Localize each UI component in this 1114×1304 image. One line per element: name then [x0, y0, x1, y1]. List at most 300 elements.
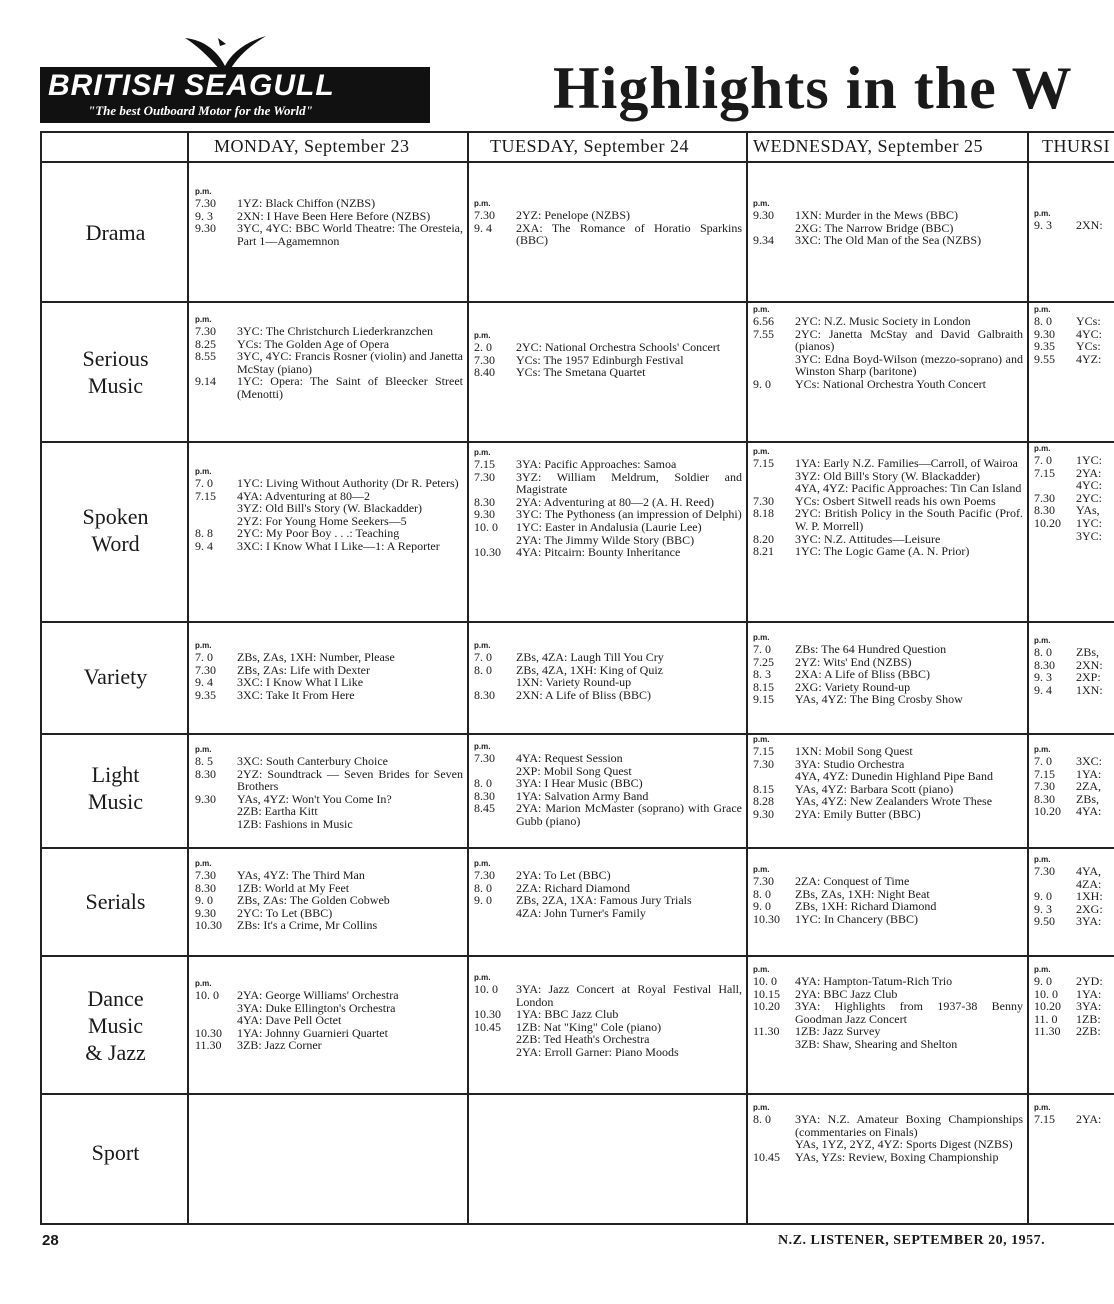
- pm-marker: p.m.: [474, 199, 491, 208]
- listing-description: 2YA: George Williams' Orchestra: [237, 988, 399, 1002]
- listing-time: 7.55: [753, 326, 774, 341]
- listing-entry: [753, 745, 1023, 758]
- listing-time: 8.30: [195, 766, 216, 781]
- listing-description: 4ZA: John Turner's Family: [516, 905, 646, 920]
- listing-entry: [753, 234, 1023, 247]
- listing-entry: [753, 482, 1023, 495]
- pm-marker: p.m.: [753, 633, 770, 642]
- category-serious-music: Serious Music: [82, 346, 149, 398]
- listing-description: ZBs, 4ZA, 1XH: King of Quiz: [516, 662, 663, 677]
- listing-entry: [195, 325, 463, 338]
- listing-time: 8. 0: [753, 886, 771, 901]
- listing-time: 10.45: [474, 1019, 501, 1034]
- listing-entry: [195, 676, 463, 689]
- listing-entry: [753, 378, 1023, 391]
- listing-entry: [1034, 517, 1114, 530]
- listing-time: [195, 1002, 237, 1015]
- british-seagull-logo: [40, 67, 430, 123]
- listing-description: 2XA: A Life of Bliss (BBC): [795, 667, 931, 682]
- cell-variety-thursday: [1034, 636, 1114, 696]
- listing-description: 2YZ: Wits' End (NZBS): [795, 654, 912, 669]
- category-dance-music-jazz: Dance Music & Jazz: [85, 986, 146, 1065]
- listing-entry: [195, 1039, 463, 1052]
- listing-entry: [753, 1038, 1023, 1051]
- listing-time: [195, 818, 237, 831]
- cell-serious-tuesday: [474, 331, 742, 379]
- listing-description: 3YC: The Pythoness (an impression of Delphi): [516, 507, 742, 522]
- listing-time: 7.15: [1034, 766, 1055, 781]
- listing-description: 2ZB:: [1076, 1024, 1101, 1038]
- listing-entry: [474, 907, 742, 920]
- listing-description: 3ZB: Shaw, Shearing and Shelton: [795, 1036, 958, 1051]
- listing-entry: [753, 975, 1023, 988]
- listing-entry: [195, 375, 463, 400]
- listing-description: 2ZB: Ted Heath's Orchestra: [516, 1032, 650, 1047]
- listing-description: 1YC: Living Without Authority (Dr R. Peters): [237, 476, 459, 490]
- listing-time: 10.30: [753, 911, 780, 926]
- listing-entry: [753, 457, 1023, 470]
- listing-time: [474, 907, 516, 920]
- listing-description: 2YC: National Orchestra Schools' Concert: [516, 340, 721, 354]
- listing-time: [753, 1038, 795, 1051]
- listing-description: 1XH:: [1076, 889, 1103, 904]
- listing-time: 10. 0: [474, 982, 498, 996]
- listing-description: 2XG: Variety Round-up: [795, 679, 911, 694]
- column-divider: [746, 133, 748, 1223]
- column-divider: [467, 133, 469, 1223]
- listing-description: 4YA: Hampton-Tatum-Rich Trio: [795, 974, 953, 988]
- listing-time: 9.15: [753, 692, 774, 707]
- pm-marker: p.m.: [1034, 965, 1051, 974]
- listing-time: 8.30: [474, 788, 495, 803]
- listing-description: 4YA,: [1076, 864, 1102, 878]
- listing-time: 8.15: [753, 679, 774, 694]
- listing-description: 1XN:: [1076, 682, 1103, 697]
- listing-description: 2XN:: [1076, 657, 1103, 672]
- listing-description: 3XC:: [1076, 754, 1103, 768]
- listing-entry: [1034, 671, 1114, 684]
- listing-description: 3XC: The Old Man of the Sea (NZBS): [795, 233, 982, 248]
- listing-entry: [474, 341, 742, 354]
- cell-serials-thursday: [1034, 855, 1114, 928]
- pm-marker: p.m.: [195, 859, 212, 868]
- listing-description: ZBs,: [1076, 645, 1100, 659]
- listing-entry: [1034, 805, 1114, 818]
- pm-marker: p.m.: [753, 865, 770, 874]
- listing-time: 2. 0: [474, 340, 492, 354]
- pm-marker: p.m.: [474, 331, 491, 340]
- listing-time: 8.30: [1034, 503, 1055, 518]
- listing-entry: [195, 755, 463, 768]
- listing-description: 4YA: Adventuring at 80—2: [237, 488, 370, 503]
- listing-entry: [1034, 1000, 1114, 1013]
- listing-entry: [195, 1027, 463, 1040]
- listing-entry: [195, 989, 463, 1002]
- listing-time: 7.30: [474, 208, 495, 222]
- logo-brand: BRITISH SEAGULL: [48, 69, 335, 102]
- listing-entry: [195, 1014, 463, 1027]
- listing-description: YCs: Osbert Sitwell reads his own Poems: [795, 493, 996, 508]
- cell-serious-thursday: [1034, 305, 1114, 365]
- listing-entry: [1034, 1025, 1114, 1038]
- listing-time: 7.15: [753, 744, 774, 758]
- listing-description: 3YC, 4YC: BBC World Theatre: The Oresteia, Part 1—Agamemnon: [237, 221, 463, 248]
- listing-description: 2YC: British Policy in the South Pacific (Prof. W. P. Morrell): [795, 506, 1023, 533]
- listing-entry: [474, 752, 742, 765]
- listing-description: 2XN: A Life of Bliss (BBC): [516, 687, 652, 702]
- listing-entry: [753, 875, 1023, 888]
- listing-entry: [753, 1151, 1023, 1164]
- pm-marker: p.m.: [1034, 855, 1051, 864]
- listing-description: 1YA: Salvation Army Band: [516, 788, 649, 803]
- listing-time: [195, 1014, 237, 1027]
- cell-dance-tuesday: [474, 973, 742, 1059]
- listing-description: 2YC: To Let (BBC): [237, 905, 333, 920]
- pm-marker: p.m.: [195, 187, 212, 196]
- listing-description: 1YA:: [1076, 766, 1102, 781]
- listing-time: 10.20: [1034, 515, 1061, 530]
- listing-description: 3XC: I Know What I Like: [237, 675, 364, 690]
- cell-serious-monday: [195, 315, 463, 401]
- pm-marker: p.m.: [195, 641, 212, 650]
- listing-description: 3YC: N.Z. Attitudes—Leisure: [795, 531, 941, 546]
- listing-time: 8. 0: [753, 1112, 771, 1126]
- listing-time: 7.30: [474, 352, 495, 367]
- cell-variety-monday: [195, 641, 463, 701]
- cell-dance-thursday: [1034, 965, 1114, 1038]
- listing-description: 1YC:: [1076, 515, 1103, 530]
- listing-time: 7.30: [474, 868, 495, 882]
- listing-time: 9. 3: [1034, 218, 1052, 232]
- day-header-monday: MONDAY, September 23: [214, 136, 410, 156]
- listing-description: 1ZB: Fashions in Music: [237, 816, 353, 831]
- category-serials: Serials: [85, 889, 146, 914]
- listing-description: 3YA: Jazz Concert at Royal Festival Hall, London: [516, 982, 742, 1009]
- row-divider: [42, 161, 1114, 163]
- listing-description: 1YC: The Logic Game (A. N. Prior): [795, 544, 970, 559]
- listing-time: 10. 0: [195, 988, 219, 1002]
- listing-description: 2YC:: [1076, 490, 1103, 505]
- cell-sport-wednesday: [753, 1103, 1023, 1163]
- listing-entry: [1034, 1113, 1114, 1126]
- category-drama: Drama: [85, 220, 146, 245]
- listing-time: 10. 0: [474, 519, 498, 534]
- listing-time: 9. 3: [195, 208, 213, 223]
- listing-time: 11. 0: [1034, 1011, 1058, 1026]
- cell-sport-thursday: [1034, 1103, 1114, 1126]
- listing-time: 9. 3: [1034, 670, 1052, 685]
- listing-entry: [1034, 530, 1114, 543]
- cell-variety-wednesday: [753, 633, 1023, 706]
- listing-time: 8. 0: [474, 776, 492, 791]
- listing-time: 7. 0: [195, 650, 213, 664]
- listing-entry: [195, 540, 463, 553]
- listing-entry: [753, 1113, 1023, 1138]
- pm-marker: p.m.: [1034, 636, 1051, 645]
- listing-time: 9. 4: [1034, 682, 1052, 697]
- listing-description: YAs, 4YZ: Won't You Come In?: [237, 791, 392, 806]
- listing-entry: [474, 894, 742, 907]
- cell-drama-wednesday: [753, 199, 1023, 247]
- listing-entry: [753, 209, 1023, 222]
- listing-time: 9.55: [1034, 351, 1055, 366]
- row-divider: [42, 621, 1114, 623]
- cell-drama-monday: [195, 187, 463, 247]
- listing-entry: [474, 209, 742, 222]
- listing-time: 7.30: [195, 324, 216, 338]
- listing-entry: [195, 477, 463, 490]
- listing-time: 9.14: [195, 374, 216, 389]
- day-header-thursday: THURSI: [1042, 136, 1111, 156]
- listing-entry: [195, 768, 463, 793]
- listing-entry: [195, 793, 463, 806]
- listing-time: [1034, 479, 1076, 492]
- listing-time: 7. 0: [1034, 453, 1052, 467]
- listing-time: 8.20: [753, 531, 774, 546]
- listing-description: ZBs: The 64 Hundred Question: [795, 642, 947, 656]
- listing-description: 2XN: I Have Been Here Before (NZBS): [237, 208, 431, 223]
- listing-entry: [753, 328, 1023, 353]
- listing-time: 9.30: [753, 806, 774, 821]
- listing-time: 7.30: [474, 469, 495, 484]
- listing-time: [1034, 530, 1076, 543]
- cell-variety-tuesday: [474, 641, 742, 701]
- listing-time: [474, 1046, 516, 1059]
- listing-time: 9. 4: [195, 538, 213, 553]
- listing-time: 7.30: [1034, 864, 1055, 878]
- listing-entry: [474, 651, 742, 664]
- listing-time: 8.25: [195, 336, 216, 351]
- listing-time: [195, 805, 237, 818]
- listing-time: 7.30: [1034, 779, 1055, 794]
- listing-description: 1XN: Murder in the Mews (BBC): [795, 208, 958, 222]
- category-spoken-word: Spoken Word: [82, 504, 149, 556]
- listing-time: 8.28: [753, 794, 774, 809]
- listing-entry: [753, 545, 1023, 558]
- listing-entry: [195, 651, 463, 664]
- listing-time: 10.20: [1034, 999, 1061, 1014]
- listing-description: 2XG:: [1076, 901, 1103, 916]
- listing-description: 1YC:: [1076, 453, 1103, 467]
- cell-serials-tuesday: [474, 859, 742, 919]
- listing-entry: [1034, 684, 1114, 697]
- listing-description: 1ZB: World at My Feet: [237, 880, 350, 895]
- listing-description: 1YA: Johnny Guarnieri Quartet: [237, 1025, 388, 1040]
- listing-description: 1XN: Variety Round-up: [516, 675, 632, 690]
- category-variety: Variety: [83, 664, 148, 689]
- listing-time: 8. 3: [753, 667, 771, 682]
- listing-description: YCs: The 1957 Edinburgh Festival: [516, 352, 684, 367]
- listing-time: 11.30: [753, 1024, 780, 1039]
- listing-entry: [195, 502, 463, 515]
- listing-description: 4YA: Dave Pell Octet: [237, 1013, 342, 1028]
- listing-time: 10. 0: [1034, 986, 1058, 1001]
- listing-time: 7.30: [753, 493, 774, 508]
- listing-time: 7.30: [195, 868, 216, 882]
- listing-description: 4YZ:: [1076, 351, 1102, 366]
- listing-description: YCs: The Golden Age of Opera: [237, 336, 390, 351]
- listing-description: 3YC:: [1076, 528, 1103, 543]
- listing-entry: [474, 676, 742, 689]
- row-divider: [42, 847, 1114, 849]
- listing-time: 8. 8: [195, 526, 213, 541]
- listing-entry: [753, 770, 1023, 783]
- listing-entry: [474, 546, 742, 559]
- listing-entry: [474, 983, 742, 1008]
- listing-description: 1YC: Easter in Andalusia (Laurie Lee): [516, 519, 702, 534]
- listing-time: [474, 676, 516, 689]
- listing-description: 3YA: Studio Orchestra: [795, 756, 905, 771]
- listing-description: 1ZB: Jazz Survey: [795, 1024, 881, 1039]
- pm-marker: p.m.: [753, 199, 770, 208]
- listing-description: 3YA: I Hear Music (BBC): [516, 776, 643, 791]
- listing-time: 7.15: [195, 488, 216, 503]
- cell-serious-wednesday: [753, 305, 1023, 391]
- listing-entry: [1034, 219, 1114, 232]
- pm-marker: p.m.: [753, 965, 770, 974]
- listing-time: 11.30: [1034, 1024, 1061, 1038]
- listing-description: 2YA: Adventuring at 80—2 (A. H. Reed): [516, 494, 714, 509]
- listing-time: 8.30: [1034, 791, 1055, 806]
- page-number: 28: [42, 1232, 59, 1249]
- listing-time: 7.30: [1034, 490, 1055, 505]
- pm-marker: p.m.: [1034, 444, 1051, 453]
- listing-entry: [474, 777, 742, 790]
- listing-time: 7.30: [195, 196, 216, 210]
- listing-description: 3YZ: William Meldrum, Soldier and Magistrate: [516, 469, 742, 497]
- listing-time: 7.25: [753, 654, 774, 669]
- listing-entry: [1034, 315, 1114, 328]
- cell-light-monday: [195, 745, 463, 831]
- listing-description: 1YZ: Black Chiffon (NZBS): [237, 196, 376, 210]
- listing-entry: [474, 222, 742, 247]
- listing-entry: [753, 913, 1023, 926]
- row-divider: [42, 955, 1114, 957]
- cell-serials-monday: [195, 859, 463, 932]
- listing-entry: [753, 353, 1023, 378]
- listing-entry: [753, 1138, 1023, 1151]
- listing-description: 3YC: Edna Boyd-Wilson (mezzo-soprano) and Winston Sharp (baritone): [795, 351, 1023, 379]
- publication-line: N.Z. LISTENER, SEPTEMBER 20, 1957.: [778, 1233, 1046, 1248]
- listing-entry: [1034, 479, 1114, 492]
- listing-description: 2YA:: [1076, 1112, 1102, 1126]
- listing-entry: [1034, 467, 1114, 480]
- logo-tagline: "The best Outboard Motor for the World": [88, 103, 313, 118]
- listing-time: 7.15: [474, 457, 495, 471]
- listing-description: YAs,: [1076, 503, 1100, 518]
- listing-time: 9. 4: [474, 220, 492, 235]
- pm-marker: p.m.: [1034, 1103, 1051, 1112]
- listing-entry: [195, 350, 463, 375]
- listing-entry: [195, 222, 463, 247]
- listing-time: 9. 0: [1034, 889, 1052, 904]
- pm-marker: p.m.: [474, 641, 491, 650]
- cell-drama-tuesday: [474, 199, 742, 247]
- listing-time: 9.30: [195, 905, 216, 920]
- listing-description: 2YC: My Poor Boy . . .: Teaching: [237, 526, 400, 541]
- pm-marker: p.m.: [195, 745, 212, 754]
- listing-time: 7.15: [1034, 1112, 1055, 1126]
- listing-description: ZBs, ZAs, 1XH: Night Beat: [795, 886, 930, 901]
- listing-description: 3XC: I Know What I Like—1: A Reporter: [237, 538, 440, 553]
- listing-time: 9.30: [195, 791, 216, 806]
- listing-time: 10. 0: [753, 974, 777, 988]
- listing-time: 7. 0: [474, 650, 492, 664]
- listing-description: 3YA: Pacific Approaches: Samoa: [516, 457, 677, 471]
- listing-entry: [1034, 454, 1114, 467]
- listing-time: 8. 0: [474, 880, 492, 895]
- listing-description: 2YC: Janetta McStay and David Galbraith (pianos): [795, 326, 1023, 354]
- listing-description: 4ZA:: [1076, 876, 1102, 891]
- listing-entry: [474, 869, 742, 882]
- listing-time: 10.30: [474, 1007, 501, 1022]
- listing-description: 2YA: To Let (BBC): [516, 868, 611, 882]
- listing-time: 8.18: [753, 506, 774, 521]
- listing-description: 1YC: In Chancery (BBC): [795, 911, 918, 926]
- listing-description: 2ZA,: [1076, 779, 1101, 794]
- listing-time: 8.30: [474, 687, 495, 702]
- listing-description: YAs, 4YZ: The Third Man: [237, 868, 365, 882]
- listing-time: 11.30: [195, 1038, 222, 1053]
- listing-description: YAs, YZs: Review, Boxing Championship: [795, 1149, 999, 1164]
- listing-description: 2YA:: [1076, 465, 1102, 480]
- pm-marker: p.m.: [1034, 209, 1051, 218]
- listing-entry: [753, 668, 1023, 681]
- listing-time: [474, 1033, 516, 1046]
- listing-description: YCs:: [1076, 314, 1101, 328]
- listing-time: 7.30: [753, 756, 774, 771]
- listing-time: 8. 0: [1034, 314, 1052, 328]
- listing-entry: [474, 1008, 742, 1021]
- listing-time: 9.30: [753, 208, 774, 222]
- listing-time: 7.30: [474, 751, 495, 765]
- listing-description: YAs, 4YZ: New Zealanders Wrote These: [795, 794, 993, 809]
- listing-entry: [753, 643, 1023, 656]
- listing-time: 10.30: [195, 1025, 222, 1040]
- category-light-music: Light Music: [88, 762, 143, 814]
- listing-time: 8.30: [1034, 657, 1055, 672]
- pm-marker: p.m.: [474, 973, 491, 982]
- pm-marker: p.m.: [1034, 305, 1051, 314]
- cell-light-wednesday: [753, 735, 1023, 821]
- listing-description: 4YA: Request Session: [516, 751, 623, 765]
- listing-time: [753, 353, 795, 378]
- listing-description: YCs:: [1076, 339, 1101, 354]
- listing-entry: [1034, 340, 1114, 353]
- listing-description: 3YZ: Old Bill's Story (W. Blackadder): [795, 468, 981, 483]
- listing-description: 2XN:: [1076, 218, 1103, 232]
- listing-time: 9. 0: [1034, 974, 1052, 988]
- listing-time: [753, 770, 795, 783]
- listing-time: 7. 0: [195, 476, 213, 490]
- cell-light-tuesday: [474, 742, 742, 828]
- pm-marker: p.m.: [753, 447, 770, 456]
- pm-marker: p.m.: [195, 315, 212, 324]
- listing-entry: [474, 689, 742, 702]
- listing-description: YAs, 4YZ: The Bing Crosby Show: [795, 692, 963, 707]
- listing-description: 4YA, 4YZ: Dunedin Highland Pipe Band: [795, 769, 993, 784]
- listing-time: 9.35: [1034, 339, 1055, 354]
- listing-time: 8.21: [753, 544, 774, 559]
- pm-marker: p.m.: [753, 305, 770, 314]
- listing-description: 4YA: Pitcairn: Bounty Inheritance: [516, 545, 681, 560]
- listing-time: 9.30: [474, 507, 495, 522]
- listing-entry: [474, 1046, 742, 1059]
- cell-spoken-tuesday: [474, 448, 742, 559]
- listing-description: 3YA:: [1076, 999, 1102, 1014]
- listing-description: 2YA: BBC Jazz Club: [795, 986, 898, 1001]
- listing-entry: [474, 521, 742, 534]
